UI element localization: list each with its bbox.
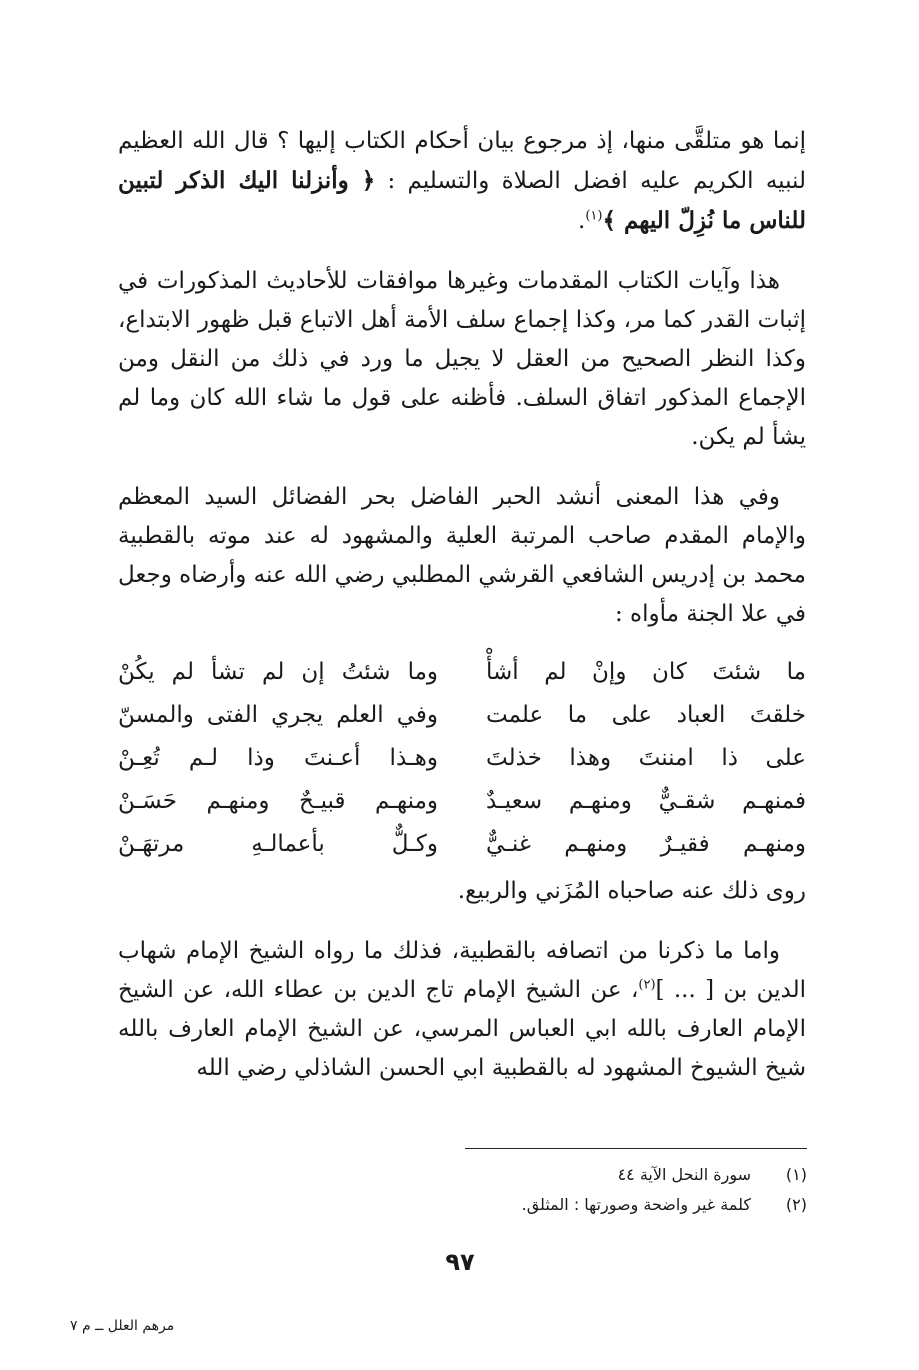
page-number: ٩٧ bbox=[445, 1248, 475, 1276]
footnote-number: (٢) bbox=[785, 1195, 807, 1214]
printer-signature: مرهم العلل ــ م ٧ bbox=[70, 1318, 175, 1334]
verse-second-hemistich: وهـذا أعـنتَ وذا لـم تُعِـنْ bbox=[118, 745, 438, 771]
verse-line bbox=[118, 694, 806, 737]
verse-first-hemistich: ما شئتَ كان وإنْ لم أشأْ bbox=[486, 659, 806, 685]
verse-second-hemistich: وما شئتُ إن لم تشأ لم يكُنْ bbox=[118, 659, 438, 685]
verse-line bbox=[118, 823, 806, 866]
paragraph-last bbox=[118, 932, 806, 1088]
paragraph-last-part-1: واما ما ذكرنا من اتصافه بالقطبية، فذلك ما رواه الشيخ الإمام شهاب الدين بن [ ... ] bbox=[118, 938, 806, 1003]
verse-second-hemistich: وفي العلم يجري الفتى والمسنّ bbox=[118, 702, 438, 728]
paragraph-1-end: . bbox=[578, 208, 586, 234]
verse-first-hemistich: خلقتَ العباد على ما علمت bbox=[486, 702, 806, 728]
main-text bbox=[118, 122, 806, 1109]
quran-verse: ﴿ وأنزلنا اليك الذكر لتبين للناس ما نُزِلّ اليهم ﴾ bbox=[118, 167, 806, 234]
verse-line bbox=[118, 780, 806, 823]
paragraph-3: وفي هذا المعنى أنشد الحبر الفاضل بحر الفضائل السيد المعظم والإمام المقدم صاحب المرتبة العلية والمشهود له عند موته بالقطبية محمد بن إدريس الشافعي القرشي المطلبي رضي الله عنه وأرضاه وجعل في علا الجنة مأواه : bbox=[118, 484, 806, 627]
footnote-number: (١) bbox=[785, 1165, 807, 1184]
footnote-text: سورة النحل الآية ٤٤ bbox=[617, 1165, 751, 1184]
paragraph-2: هذا وآيات الكتاب المقدمات وغيرها موافقات للأحاديث المذكورات في إثبات القدر كما مر، وكذا إجماع سلف الأمة أهل الاتباع قبل ظهور الابتداع، وكذا النظر الصحيح من العقل لا يجيل ما ورد في ذلك من النقل ومن الإجماع المذكور اتفاق السلف. فأظنه على قول ما شاء الله كان وما لم يشأ لم يكن. bbox=[118, 268, 806, 450]
verse-first-hemistich: فمنهـم شقـيٌّ ومنهـم سعيـدٌ bbox=[486, 788, 806, 814]
verse-second-hemistich: وكـلٌّ بأعمالـهِ مرتهَـنْ bbox=[118, 831, 438, 857]
paragraph-1-part-1: إنما هو متلقَّى منها، إذ مرجوع بيان أحكام الكتاب إليها ؟ قال الله العظيم لنبيه الكريم عليه افضل الصلاة والتسليم : bbox=[118, 128, 806, 194]
footnote bbox=[380, 1160, 807, 1190]
verse-line bbox=[118, 737, 806, 780]
footnotes bbox=[380, 1160, 807, 1220]
poem bbox=[118, 651, 806, 866]
footnote-divider bbox=[465, 1148, 807, 1149]
footnote-text: كلمة غير واضحة وصورتها : المثلق. bbox=[521, 1195, 751, 1214]
verse-first-hemistich: على ذا امننتَ وهذا خذلتَ bbox=[486, 745, 806, 771]
footnote bbox=[380, 1190, 807, 1220]
paragraph-1 bbox=[118, 122, 806, 241]
verse-line bbox=[118, 651, 806, 694]
paragraph-last-part-2: ، عن الشيخ الإمام تاج الدين بن عطاء الله، عن الشيخ الإمام العارف بالله ابي العباس المرسي، عن الشيخ الإمام العارف بالله شيخ الشيوخ المشهود له بالقطبية ابي الحسن الشاذلي رضي الله bbox=[118, 977, 806, 1081]
paragraph-after-poem: روى ذلك عنه صاحباه المُزَني والربيع. bbox=[457, 878, 806, 904]
footnote-ref-2: (٢) bbox=[638, 977, 656, 993]
verse-second-hemistich: ومنهـم قبيـحٌ ومنهـم حَسَـنْ bbox=[118, 788, 438, 814]
footnote-ref-1: (١) bbox=[585, 208, 603, 224]
verse-first-hemistich: ومنهـم فقيـرٌ ومنهـم غنـيٌّ bbox=[486, 831, 806, 857]
